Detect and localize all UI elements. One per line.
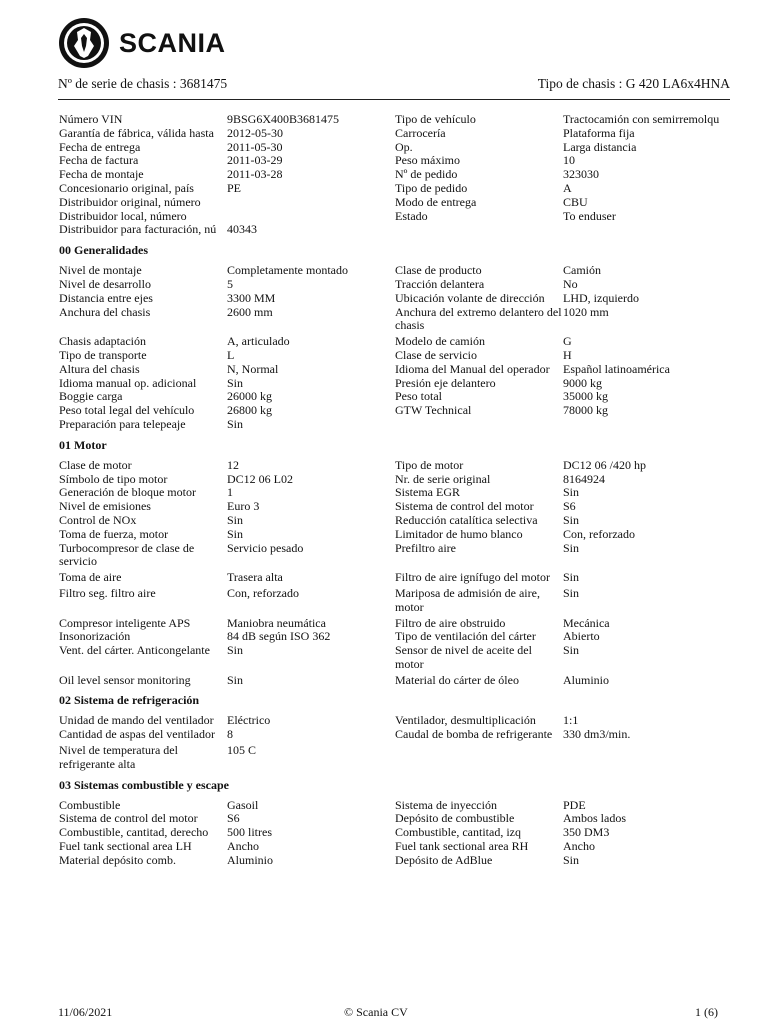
- spec-row: [59, 196, 739, 210]
- spec-row: [59, 744, 739, 772]
- spec-value: Sin: [227, 376, 244, 390]
- spec-label: Sensor de nivel de aceite del motor: [395, 644, 532, 671]
- spec-label: Tipo de pedido: [395, 181, 468, 195]
- spec-label: Boggie carga: [59, 390, 123, 404]
- spec-value: Aluminio: [227, 853, 274, 867]
- spec-label: Nivel de emisiones: [59, 500, 151, 514]
- spec-value: 9000 kg: [563, 376, 602, 390]
- spec-value: 1: [227, 486, 233, 500]
- spec-label: Limitador de humo blanco: [395, 527, 523, 541]
- spec-row: [59, 349, 739, 363]
- chassis-serial: Nº de serie de chasis : 3681475: [58, 76, 228, 91]
- spec-row: [59, 473, 739, 487]
- spec-row: [59, 210, 739, 224]
- spec-row: [59, 168, 739, 182]
- spec-label: GTW Technical: [395, 404, 472, 418]
- spec-row: [59, 840, 739, 854]
- spec-value: Ancho: [563, 840, 595, 854]
- spec-label: Peso máximo: [395, 154, 460, 168]
- spec-label: Tipo de ventilación del cárter: [395, 630, 536, 644]
- spec-value: Mecánica: [563, 616, 610, 630]
- spec-label: Depósito de combustible: [395, 812, 515, 826]
- spec-label: Cantidad de aspas del ventilador: [59, 728, 215, 742]
- spec-row: [59, 826, 739, 840]
- spec-value: Español latinoamérica: [563, 362, 670, 376]
- spec-value: 330 dm3/min.: [563, 728, 631, 742]
- spec-value: S6: [563, 500, 576, 514]
- spec-label: Distribuidor local, número: [59, 209, 187, 223]
- spec-value: Sin: [227, 644, 244, 658]
- spec-row: [59, 728, 739, 742]
- spec-row: [59, 154, 739, 168]
- spec-label: Clase de servicio: [395, 348, 477, 362]
- spec-row: [59, 306, 739, 334]
- header-divider: [58, 99, 730, 100]
- spec-label: Nivel de temperatura del refrigerante alta: [59, 744, 178, 771]
- spec-row: [59, 630, 739, 644]
- spec-row: [59, 528, 739, 542]
- spec-row: [59, 292, 739, 306]
- spec-label: Unidad de mando del ventilador: [59, 714, 214, 728]
- spec-label: Prefiltro aire: [395, 541, 456, 555]
- spec-row: [59, 141, 739, 155]
- spec-value: 2011-03-28: [227, 168, 283, 182]
- spec-row: [59, 278, 739, 292]
- spec-value: DC12 06 /420 hp: [563, 458, 647, 472]
- section-title: 03 Sistemas combustible y escape: [59, 777, 229, 792]
- griffin-emblem-icon: [57, 16, 111, 70]
- spec-value: 5: [227, 277, 233, 291]
- spec-label: Garantía de fábrica, válida hasta: [59, 126, 214, 140]
- spec-value: 26800 kg: [227, 404, 272, 418]
- spec-label: Caudal de bomba de refrigerante: [395, 728, 553, 742]
- scania-logo: [57, 16, 267, 70]
- spec-row: [59, 363, 739, 377]
- spec-label: Material depósito comb.: [59, 853, 176, 867]
- spec-label: Estado: [395, 209, 428, 223]
- spec-value: 350 DM3: [563, 826, 610, 840]
- spec-label: Tipo de motor: [395, 458, 464, 472]
- spec-label: Símbolo de tipo motor: [59, 472, 168, 486]
- spec-value: 8164924: [563, 472, 605, 486]
- spec-value: Sin: [227, 527, 244, 541]
- spec-label: Combustible: [59, 798, 121, 812]
- spec-value: Eléctrico: [227, 714, 271, 728]
- spec-value: Gasoil: [227, 798, 259, 812]
- spec-value: 500 litres: [227, 826, 272, 840]
- spec-label: Tipo de transporte: [59, 348, 147, 362]
- spec-value: G: [563, 335, 572, 349]
- spec-label: Fecha de montaje: [59, 168, 144, 182]
- spec-row: [59, 182, 739, 196]
- spec-row: [59, 542, 739, 570]
- spec-label: Filtro de aire ignífugo del motor: [395, 571, 550, 585]
- spec-value: Sin: [563, 486, 580, 500]
- spec-label: Ventilador, desmultiplicación: [395, 714, 536, 728]
- spec-value: 2011-03-29: [227, 154, 283, 168]
- spec-label: Fecha de entrega: [59, 140, 141, 154]
- spec-value: To enduser: [563, 209, 616, 223]
- spec-row: [59, 854, 739, 868]
- spec-value: A: [563, 181, 572, 195]
- spec-label: Clase de producto: [395, 264, 482, 278]
- spec-value: Tractocamión con semirremolqu: [563, 113, 720, 126]
- spec-row: [59, 587, 739, 615]
- chassis-type: Tipo de chasis : G 420 LA6x4HNA: [537, 76, 730, 91]
- spec-label: Modo de entrega: [395, 195, 477, 209]
- spec-value: Sin: [227, 673, 244, 687]
- spec-value: Con, reforzado: [563, 527, 635, 541]
- spec-label: Clase de motor: [59, 458, 132, 472]
- spec-value: H: [563, 348, 572, 362]
- spec-label: Filtro seg. filtro aire: [59, 586, 156, 600]
- spec-value: Trasera alta: [227, 571, 283, 585]
- spec-label: Tipo de vehículo: [395, 113, 476, 126]
- spec-label: Compresor inteligente APS: [59, 616, 191, 630]
- spec-row: [59, 486, 739, 500]
- spec-content: [59, 113, 739, 868]
- spec-label: Modelo de camión: [395, 335, 485, 349]
- spec-label: Toma de aire: [59, 571, 122, 585]
- spec-label: Depósito de AdBlue: [395, 853, 493, 867]
- spec-value: Abierto: [563, 630, 600, 644]
- spec-value: Camión: [563, 264, 601, 278]
- spec-label: Control de NOx: [59, 513, 137, 527]
- spec-row: [59, 514, 739, 528]
- spec-row: [59, 617, 739, 631]
- spec-value: N, Normal: [227, 362, 279, 376]
- spec-label: Peso total: [395, 390, 442, 404]
- spec-label: Combustible, cantitad, izq: [395, 826, 521, 840]
- spec-row: [59, 377, 739, 391]
- spec-value: Plataforma fija: [563, 126, 635, 140]
- footer-copyright: © Scania CV: [344, 1005, 408, 1019]
- spec-label: Chasis adaptación: [59, 335, 146, 349]
- footer-page-number: 1 (6): [695, 1005, 718, 1019]
- spec-label: Tracción delantera: [395, 277, 485, 291]
- spec-value: Sin: [563, 644, 580, 658]
- spec-value: Sin: [563, 541, 580, 555]
- spec-value: Sin: [563, 586, 580, 600]
- spec-value: Sin: [227, 417, 244, 431]
- spec-label: Fecha de factura: [59, 154, 139, 168]
- section-title: 02 Sistema de refrigeración: [59, 693, 200, 708]
- spec-value: 1020 mm: [563, 305, 609, 319]
- spec-label: Fuel tank sectional area RH: [395, 840, 529, 854]
- spec-value: S6: [227, 812, 240, 826]
- spec-row: [59, 799, 739, 813]
- spec-value: 105 C: [227, 744, 257, 758]
- spec-value: 40343: [227, 223, 257, 237]
- spec-value: No: [563, 277, 578, 291]
- spec-value: 10: [563, 154, 575, 168]
- spec-value: LHD, izquierdo: [563, 291, 639, 305]
- spec-label: Reducción catalítica selectiva: [395, 513, 538, 527]
- spec-value: Maniobra neumática: [227, 616, 326, 630]
- spec-label: Sistema EGR: [395, 486, 460, 500]
- spec-value: DC12 06 L02: [227, 472, 293, 486]
- spec-label: Sistema de inyección: [395, 798, 497, 812]
- spec-label: Mariposa de admisión de aire, motor: [395, 586, 540, 614]
- spec-label: Material do cárter de óleo: [395, 673, 519, 687]
- spec-row: [59, 644, 739, 672]
- spec-label: Anchura del chasis: [59, 305, 151, 319]
- spec-label: Filtro de aire obstruido: [395, 616, 506, 630]
- spec-label: Idioma del Manual del operador: [395, 362, 550, 376]
- spec-label: Idioma manual op. adicional: [59, 376, 197, 390]
- spec-label: Generación de bloque motor: [59, 486, 196, 500]
- spec-label: Distancia entre ejes: [59, 291, 153, 305]
- spec-value: Aluminio: [563, 673, 610, 687]
- spec-value: Con, reforzado: [227, 586, 299, 600]
- spec-label: Preparación para telepeaje: [59, 417, 186, 431]
- spec-value: PE: [227, 181, 242, 195]
- spec-value: 26000 kg: [227, 390, 272, 404]
- spec-value: Completamente montado: [227, 264, 348, 278]
- spec-value: A, articulado: [227, 335, 290, 349]
- spec-row: [59, 404, 739, 418]
- spec-row: [59, 812, 739, 826]
- spec-label: Nivel de desarrollo: [59, 277, 151, 291]
- spec-label: Anchura del extremo delantero del chasis: [395, 305, 562, 333]
- spec-label: Nivel de montaje: [59, 264, 142, 278]
- spec-value: 3300 MM: [227, 291, 276, 305]
- spec-row: [59, 335, 739, 349]
- spec-value: 35000 kg: [563, 390, 608, 404]
- spec-row: [59, 500, 739, 514]
- spec-label: Carrocería: [395, 126, 446, 140]
- spec-value: 323030: [563, 168, 599, 182]
- spec-label: Ubicación volante de dirección: [395, 291, 545, 305]
- spec-value: Sin: [563, 513, 580, 527]
- spec-row: [59, 127, 739, 141]
- spec-value: PDE: [563, 798, 586, 812]
- brand-name: SCANIA: [119, 27, 226, 58]
- spec-label: Número VIN: [59, 113, 123, 126]
- spec-value: CBU: [563, 195, 588, 209]
- spec-value: 2600 mm: [227, 305, 273, 319]
- spec-value: L: [227, 348, 235, 362]
- spec-row: [59, 390, 739, 404]
- spec-label: Concesionario original, país: [59, 181, 194, 195]
- spec-row: [59, 714, 739, 728]
- spec-value: 8: [227, 728, 233, 742]
- spec-value: 2011-05-30: [227, 140, 283, 154]
- spec-label: Oil level sensor monitoring: [59, 673, 191, 687]
- spec-label: Peso total legal del vehículo: [59, 404, 195, 418]
- spec-label: Op.: [395, 140, 413, 154]
- spec-label: Vent. del cárter. Anticongelante: [59, 644, 210, 658]
- spec-value: Servicio pesado: [227, 541, 304, 555]
- spec-value: 1:1: [563, 714, 579, 728]
- spec-value: Ambos lados: [563, 812, 626, 826]
- spec-value: 78000 kg: [563, 404, 608, 418]
- spec-label: Toma de fuerza, motor: [59, 527, 169, 541]
- spec-value: 9BSG6X400B3681475: [227, 113, 340, 126]
- spec-row: [59, 459, 739, 473]
- spec-value: Sin: [563, 571, 580, 585]
- spec-label: Presión eje delantero: [395, 376, 496, 390]
- spec-row: [59, 674, 739, 688]
- spec-row: [59, 223, 739, 237]
- spec-label: Sistema de control del motor: [395, 500, 534, 514]
- footer-date: 11/06/2021: [58, 1005, 113, 1019]
- spec-label: Sistema de control del motor: [59, 812, 198, 826]
- spec-label: Distribuidor original, número: [59, 195, 201, 209]
- spec-row: [59, 418, 739, 432]
- spec-row: [59, 264, 739, 278]
- section-title: 01 Motor: [59, 437, 107, 452]
- spec-label: Insonorización: [59, 630, 131, 644]
- spec-row: [59, 113, 739, 127]
- spec-label: Distribuidor para facturación, nú: [59, 223, 217, 237]
- spec-value: Sin: [563, 853, 580, 867]
- spec-label: Fuel tank sectional area LH: [59, 840, 192, 854]
- spec-label: Nº de pedido: [395, 168, 458, 182]
- spec-value: Ancho: [227, 840, 259, 854]
- spec-label: Altura del chasis: [59, 362, 140, 376]
- spec-label: Turbocompresor de clase de servicio: [59, 541, 195, 569]
- spec-label: Combustible, cantitad, derecho: [59, 826, 209, 840]
- spec-value: 12: [227, 458, 239, 472]
- spec-row: [59, 571, 739, 585]
- spec-value: Euro 3: [227, 500, 260, 514]
- section-title: 00 Generalidades: [59, 243, 148, 258]
- spec-value: 2012-05-30: [227, 126, 283, 140]
- spec-label: Nr. de serie original: [395, 472, 491, 486]
- spec-value: 84 dB según ISO 362: [227, 630, 331, 644]
- spec-value: Sin: [227, 513, 244, 527]
- spec-value: Larga distancia: [563, 140, 637, 154]
